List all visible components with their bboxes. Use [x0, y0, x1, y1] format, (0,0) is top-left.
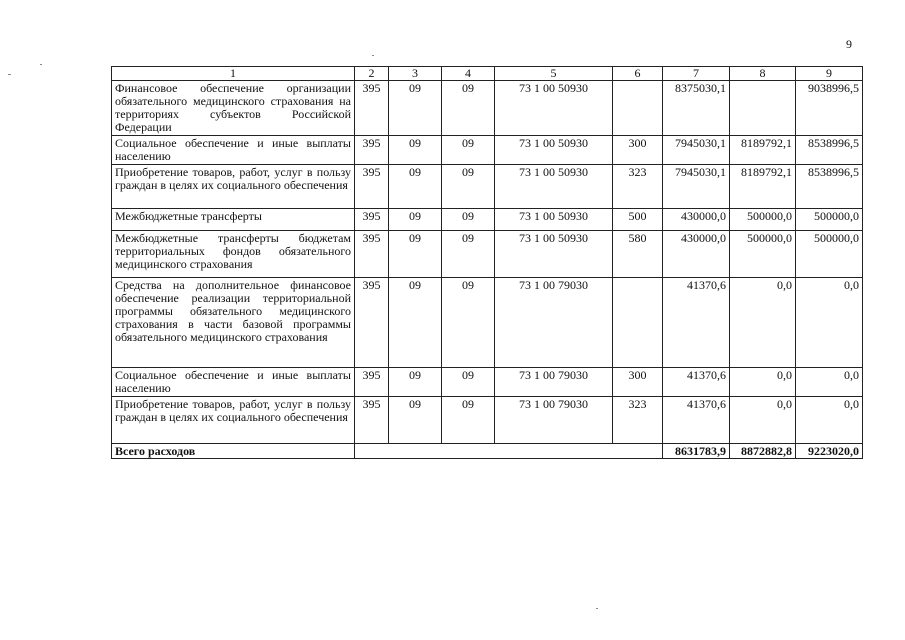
column-header: 4 [442, 67, 495, 81]
ministry-code: 395 [355, 397, 389, 444]
target-article-code: 73 1 00 79030 [495, 368, 613, 397]
expense-type-code: 300 [613, 368, 663, 397]
column-header: 7 [663, 67, 730, 81]
subsection-code: 09 [442, 231, 495, 278]
amount-col-7: 41370,6 [663, 397, 730, 444]
target-article-code: 73 1 00 79030 [495, 397, 613, 444]
amount-col-9: 9038996,5 [796, 81, 863, 136]
expense-type-code: 300 [613, 136, 663, 165]
scan-speck [40, 64, 42, 65]
subsection-code: 09 [442, 165, 495, 209]
ministry-code: 395 [355, 278, 389, 368]
amount-col-7: 430000,0 [663, 231, 730, 278]
section-code: 09 [389, 136, 442, 165]
amount-col-8: 0,0 [730, 397, 796, 444]
scan-speck [372, 55, 374, 56]
amount-col-7: 41370,6 [663, 278, 730, 368]
amount-col-8: 8189792,1 [730, 165, 796, 209]
subsection-code: 09 [442, 368, 495, 397]
amount-col-9: 0,0 [796, 368, 863, 397]
amount-col-9: 500000,0 [796, 209, 863, 231]
column-header: 8 [730, 67, 796, 81]
column-header: 1 [112, 67, 355, 81]
section-code: 09 [389, 368, 442, 397]
target-article-code: 73 1 00 79030 [495, 278, 613, 368]
expense-item-name: Приобретение товаров, работ, услуг в пользу граждан в целях их социального обеспечения [112, 397, 355, 444]
column-header: 3 [389, 67, 442, 81]
expense-item-name: Средства на дополнительное финансовое обеспечение реализации территориальной программы обязательного медицинского страхования в части базовой программы обязательного медицинского страхования [112, 278, 355, 368]
page-number: 9 [846, 37, 852, 51]
total-amount-col-8: 8872882,8 [730, 444, 796, 459]
column-header: 9 [796, 67, 863, 81]
amount-col-8: 8189792,1 [730, 136, 796, 165]
target-article-code: 73 1 00 50930 [495, 136, 613, 165]
column-header: 6 [613, 67, 663, 81]
scan-speck [8, 74, 11, 75]
section-code: 09 [389, 81, 442, 136]
section-code: 09 [389, 231, 442, 278]
total-amount-col-9: 9223020,0 [796, 444, 863, 459]
ministry-code: 395 [355, 368, 389, 397]
expense-type-code: 323 [613, 165, 663, 209]
subsection-code: 09 [442, 397, 495, 444]
amount-col-8: 0,0 [730, 278, 796, 368]
amount-col-9: 500000,0 [796, 231, 863, 278]
budget-expenditure-table [111, 66, 863, 459]
table-row [112, 231, 863, 278]
section-code: 09 [389, 397, 442, 444]
ministry-code: 395 [355, 231, 389, 278]
target-article-code: 73 1 00 50930 [495, 165, 613, 209]
target-article-code: 73 1 00 50930 [495, 231, 613, 278]
amount-col-7: 8375030,1 [663, 81, 730, 136]
column-header: 5 [495, 67, 613, 81]
ministry-code: 395 [355, 209, 389, 231]
expense-type-code: 323 [613, 397, 663, 444]
expense-item-name: Приобретение товаров, работ, услуг в пользу граждан в целях их социального обеспечения [112, 165, 355, 209]
scan-speck [596, 608, 598, 609]
table-row [112, 368, 863, 397]
expense-item-name: Финансовое обеспечение организации обязательного медицинского страхования на территориях субъектов Российской Федерации [112, 81, 355, 136]
section-code: 09 [389, 165, 442, 209]
table-row [112, 209, 863, 231]
amount-col-9: 0,0 [796, 397, 863, 444]
subsection-code: 09 [442, 136, 495, 165]
amount-col-8 [730, 81, 796, 136]
table-row [112, 397, 863, 444]
table-row [112, 81, 863, 136]
total-empty-span [355, 444, 663, 459]
amount-col-9: 0,0 [796, 278, 863, 368]
ministry-code: 395 [355, 165, 389, 209]
expense-type-code [613, 81, 663, 136]
subsection-code: 09 [442, 278, 495, 368]
total-row [112, 444, 863, 459]
expense-item-name: Межбюджетные трансферты бюджетам территориальных фондов обязательного медицинского страхования [112, 231, 355, 278]
expense-type-code: 580 [613, 231, 663, 278]
total-amount-col-7: 8631783,9 [663, 444, 730, 459]
table-row [112, 136, 863, 165]
section-code: 09 [389, 209, 442, 231]
expense-item-name: Межбюджетные трансферты [112, 209, 355, 231]
expense-type-code [613, 278, 663, 368]
amount-col-9: 8538996,5 [796, 136, 863, 165]
expense-type-code: 500 [613, 209, 663, 231]
amount-col-7: 430000,0 [663, 209, 730, 231]
amount-col-7: 7945030,1 [663, 165, 730, 209]
amount-col-7: 41370,6 [663, 368, 730, 397]
amount-col-8: 0,0 [730, 368, 796, 397]
expense-item-name: Социальное обеспечение и иные выплаты населению [112, 136, 355, 165]
table-row [112, 278, 863, 368]
ministry-code: 395 [355, 81, 389, 136]
ministry-code: 395 [355, 136, 389, 165]
section-code: 09 [389, 278, 442, 368]
table-row [112, 165, 863, 209]
expense-item-name: Социальное обеспечение и иные выплаты населению [112, 368, 355, 397]
amount-col-7: 7945030,1 [663, 136, 730, 165]
subsection-code: 09 [442, 209, 495, 231]
total-label: Всего расходов [112, 444, 355, 459]
table-header-row [112, 67, 863, 81]
target-article-code: 73 1 00 50930 [495, 81, 613, 136]
column-header: 2 [355, 67, 389, 81]
target-article-code: 73 1 00 50930 [495, 209, 613, 231]
amount-col-9: 8538996,5 [796, 165, 863, 209]
subsection-code: 09 [442, 81, 495, 136]
amount-col-8: 500000,0 [730, 209, 796, 231]
amount-col-8: 500000,0 [730, 231, 796, 278]
